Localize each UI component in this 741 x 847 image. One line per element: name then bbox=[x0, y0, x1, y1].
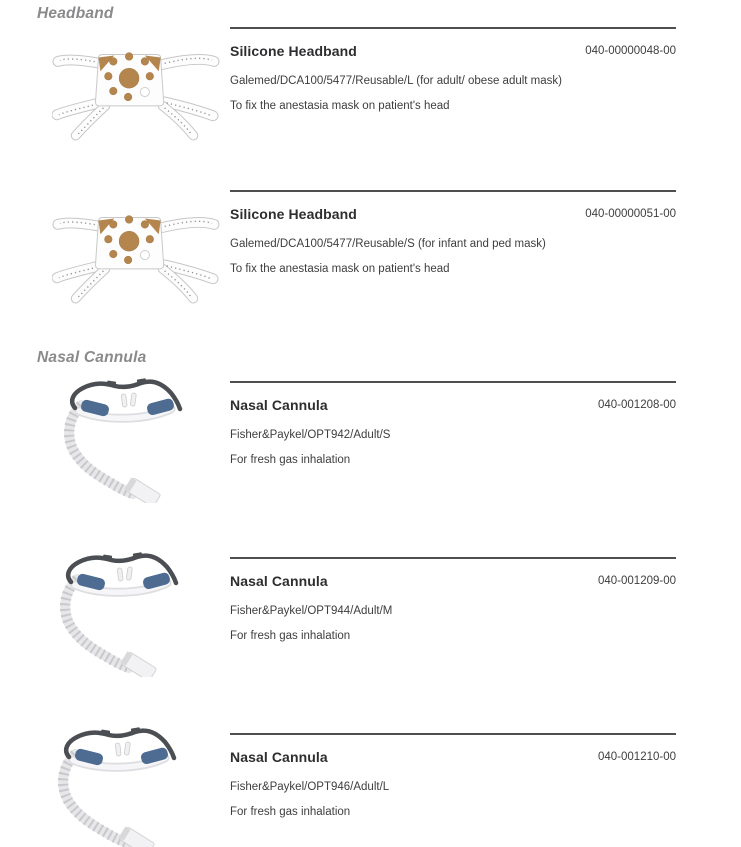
product-photo bbox=[52, 211, 220, 306]
product-spec: Fisher&Paykel/OPT942/Adult/S bbox=[230, 429, 391, 441]
product-info bbox=[230, 190, 676, 276]
section-heading-headband: Headband bbox=[37, 5, 114, 22]
product-info bbox=[230, 381, 676, 467]
part-number: 040-00000051-00 bbox=[585, 208, 676, 220]
product-spec: Galemed/DCA100/5477/Reusable/L (for adult/ obese adult mask) bbox=[230, 75, 562, 87]
product-description: For fresh gas inhalation bbox=[230, 454, 351, 466]
product-info bbox=[230, 557, 676, 643]
product-description: To fix the anestasia mask on patient's head bbox=[230, 263, 450, 275]
product-description: To fix the anestasia mask on patient's head bbox=[230, 100, 450, 112]
silicone-headband-image bbox=[52, 211, 220, 306]
part-number: 040-00000048-00 bbox=[585, 45, 676, 57]
product-spec: Galemed/DCA100/5477/Reusable/S (for infant and ped mask) bbox=[230, 238, 546, 250]
product-title: Nasal Cannula bbox=[230, 573, 328, 589]
product-photo bbox=[58, 724, 185, 847]
product-row bbox=[0, 190, 741, 350]
product-row bbox=[0, 733, 741, 847]
nasal-cannula-image bbox=[60, 549, 187, 677]
product-photo bbox=[60, 549, 187, 677]
part-number: 040-001210-00 bbox=[597, 751, 676, 763]
nasal-cannula-image bbox=[58, 724, 185, 847]
product-spec: Fisher&Paykel/OPT946/Adult/L bbox=[230, 781, 390, 793]
product-info bbox=[230, 27, 676, 113]
product-info bbox=[230, 733, 676, 819]
nasal-cannula-image bbox=[64, 375, 191, 503]
section-heading-nasal-cannula: Nasal Cannula bbox=[37, 349, 147, 366]
product-photo bbox=[64, 375, 191, 503]
product-row bbox=[0, 557, 741, 733]
product-title: Nasal Cannula bbox=[230, 397, 328, 413]
part-number: 040-001209-00 bbox=[597, 575, 676, 587]
product-row bbox=[0, 27, 741, 190]
product-photo bbox=[52, 48, 220, 143]
part-number: 040-001208-00 bbox=[597, 399, 676, 411]
product-description: For fresh gas inhalation bbox=[230, 806, 351, 818]
product-spec: Fisher&Paykel/OPT944/Adult/M bbox=[230, 605, 393, 617]
silicone-headband-image bbox=[52, 48, 220, 143]
product-description: For fresh gas inhalation bbox=[230, 630, 351, 642]
product-title: Silicone Headband bbox=[230, 206, 357, 222]
product-title: Nasal Cannula bbox=[230, 749, 328, 765]
product-row bbox=[0, 381, 741, 557]
product-title: Silicone Headband bbox=[230, 43, 357, 59]
